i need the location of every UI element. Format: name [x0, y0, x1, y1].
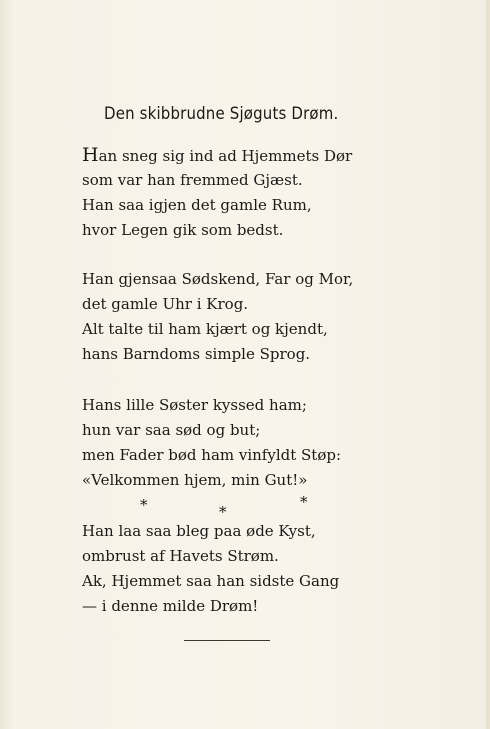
poem-line: men Fader bød ham vinfyldt Støp: — [82, 446, 342, 464]
stanza-1 — [82, 143, 352, 243]
poem-title: Den skibbrudne Sjøguts Drøm. — [104, 104, 339, 124]
poem-line: Han gjensaa Sødskend, Far og Mor, — [82, 270, 354, 288]
asterisk-separator: * — [219, 503, 227, 521]
poem-line: hans Barndoms simple Sprog. — [82, 345, 311, 363]
end-rule — [184, 640, 270, 641]
poem-line: «Velkommen hjem, min Gut!» — [82, 471, 308, 489]
poem-line: hvor Legen gik som bedst. — [82, 221, 284, 239]
poem-line: — i denne milde Drøm! — [82, 597, 259, 615]
poem-line: Alt talte til ham kjært og kjendt, — [82, 320, 328, 338]
poem-line: Han saa igjen det gamle Rum, — [82, 196, 312, 214]
poem-line: Ak, Hjemmet saa han sidste Gang — [82, 572, 340, 590]
poem-line: Han laa saa bleg paa øde Kyst, — [82, 522, 316, 540]
asterisk-separator: * — [140, 496, 148, 514]
poem-line: Hans lille Søster kyssed ham; — [82, 396, 307, 414]
stanza-3 — [82, 393, 341, 493]
poem-line: ombrust af Havets Strøm. — [82, 547, 279, 565]
page-edge — [486, 0, 490, 729]
poem-line: hun var saa sød og but; — [82, 421, 261, 439]
poem-line: det gamle Uhr i Krog. — [82, 295, 249, 313]
asterisk-separator: * — [300, 493, 308, 511]
stanza-4 — [82, 519, 339, 619]
poem-line: som var han fremmed Gjæst. — [82, 171, 303, 189]
stanza-2 — [82, 267, 353, 367]
poem-line: Han sneg sig ind ad Hjemmets Dør — [82, 144, 353, 166]
